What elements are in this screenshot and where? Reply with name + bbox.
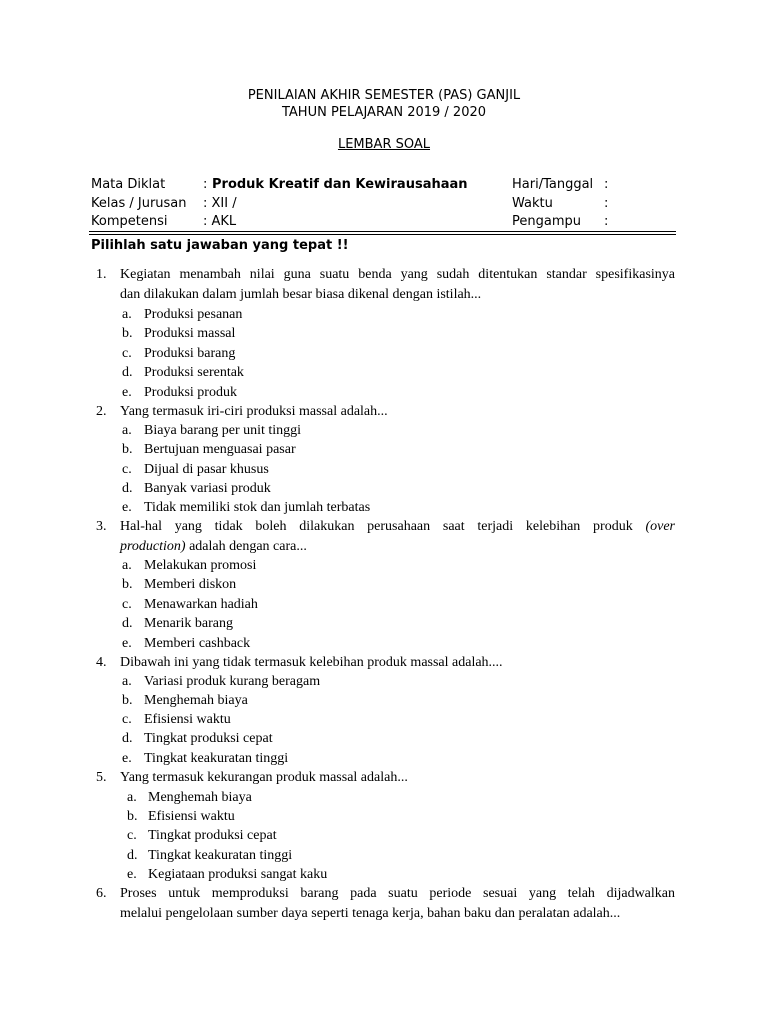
option-letter: d. — [127, 848, 138, 863]
question-text — [120, 402, 675, 422]
option-letter: e. — [122, 385, 132, 400]
option-text: Tidak memiliki stok dan jumlah terbatas — [144, 500, 371, 515]
option-text: Menghemah biaya — [148, 790, 252, 805]
question-number: 5. — [96, 770, 107, 785]
pengampu-label: Pengampu — [512, 214, 581, 229]
question-text — [120, 653, 675, 673]
option-text: Tingkat produksi cepat — [144, 731, 273, 746]
option-letter: a. — [127, 790, 137, 805]
option-text: Kegiataan produksi sangat kaku — [148, 867, 328, 882]
kelas-value: : XII / — [203, 196, 237, 211]
option-text: Tingkat keakuratan tinggi — [148, 848, 293, 863]
option-text: Melakukan promosi — [144, 558, 257, 573]
question-text-italic: production) — [120, 538, 186, 554]
option-text: Efisiensi waktu — [144, 712, 231, 727]
option-letter: c. — [122, 712, 132, 727]
question-text-italic: (over — [645, 519, 676, 534]
option-letter: b. — [127, 809, 138, 824]
option-text: Tingkat keakuratan tinggi — [144, 751, 289, 766]
option-text: Produksi serentak — [144, 365, 244, 380]
pengampu-value: : — [604, 214, 609, 229]
option-letter: b. — [122, 693, 133, 708]
question-text-line: dan dilakukan dalam jumlah besar biasa dikenal dengan istilah... — [120, 286, 482, 302]
waktu-label: Waktu — [512, 196, 553, 211]
kompetensi-label: Kompetensi — [91, 214, 168, 229]
option-letter: d. — [122, 731, 133, 746]
question-text-line: Proses untuk memproduksi barang pada suatu periode sesuai yang telah dijadwalkan — [120, 886, 675, 901]
question-number: 2. — [96, 404, 107, 419]
question-text — [120, 265, 675, 304]
option-letter: e. — [122, 636, 132, 651]
option-text: Biaya barang per unit tinggi — [144, 423, 302, 438]
option-letter: b. — [122, 577, 133, 592]
question-text-line: Kegiatan menambah nilai guna suatu benda yang sudah ditentukan standar spesifikasinya — [120, 267, 675, 282]
option-letter: b. — [122, 326, 133, 341]
option-letter: a. — [122, 674, 132, 689]
option-text: Produksi barang — [144, 346, 236, 361]
hari-tanggal-value: : — [604, 177, 609, 192]
option-text: Produksi produk — [144, 385, 237, 400]
option-letter: e. — [127, 867, 137, 882]
mata-diklat-colon: : — [203, 177, 208, 192]
question-text — [120, 768, 675, 788]
option-text: Banyak variasi produk — [144, 481, 271, 496]
question-text-line: Dibawah ini yang tidak termasuk kelebihan produk massal adalah.... — [120, 655, 503, 670]
option-letter: e. — [122, 500, 132, 515]
option-text: Memberi diskon — [144, 577, 237, 592]
mata-diklat-label: Mata Diklat — [91, 177, 166, 192]
question-number: 4. — [96, 655, 107, 670]
option-text: Dijual di pasar khusus — [144, 462, 269, 477]
option-text: Tingkat produksi cepat — [148, 828, 277, 843]
option-letter: c. — [127, 828, 137, 843]
option-letter: a. — [122, 307, 132, 322]
option-text: Memberi cashback — [144, 636, 251, 651]
option-letter: c. — [122, 462, 132, 477]
question-text-line — [120, 537, 675, 557]
academic-year: TAHUN PELAJARAN 2019 / 2020 — [281, 105, 487, 120]
question-text — [120, 517, 675, 556]
mata-diklat-text: Produk Kreatif dan Kewirausahaan — [212, 177, 468, 192]
kompetensi-value: : AKL — [203, 214, 237, 229]
exam-title: PENILAIAN AKHIR SEMESTER (PAS) GANJIL — [247, 88, 521, 103]
option-letter: a. — [122, 558, 132, 573]
question-text-line — [120, 517, 675, 537]
option-text: Menawarkan hadiah — [144, 597, 258, 612]
double-rule-divider — [89, 231, 676, 235]
question-text — [120, 884, 675, 923]
question-text-line: Yang termasuk iri-ciri produksi massal adalah... — [120, 404, 388, 419]
question-text-segment: Hal-hal yang tidak boleh dilakukan perusahaan saat terjadi kelebihan produk — [120, 519, 633, 534]
question-number: 3. — [96, 519, 107, 534]
option-letter: d. — [122, 365, 133, 380]
hari-tanggal-label: Hari/Tanggal — [512, 177, 594, 192]
option-text: Efisiensi waktu — [148, 809, 235, 824]
option-text: Produksi pesanan — [144, 307, 243, 322]
question-number: 6. — [96, 886, 107, 901]
option-text: Menarik barang — [144, 616, 234, 631]
question-number: 1. — [96, 267, 107, 282]
instruction: Pilihlah satu jawaban yang tepat !! — [91, 238, 349, 253]
option-letter: a. — [122, 423, 132, 438]
option-letter: b. — [122, 442, 133, 457]
option-text: Variasi produk kurang beragam — [144, 674, 321, 689]
mata-diklat-value — [212, 176, 468, 194]
question-text-line: melalui pengelolaan sumber daya seperti tenaga kerja, bahan baku dan peralatan adalah... — [120, 905, 621, 921]
kelas-label: Kelas / Jurusan — [91, 196, 187, 211]
waktu-value: : — [604, 196, 609, 211]
question-text-line: Yang termasuk kekurangan produk massal adalah... — [120, 770, 408, 785]
option-letter: c. — [122, 597, 132, 612]
sheet-title: LEMBAR SOAL — [337, 137, 431, 152]
option-text: Bertujuan menguasai pasar — [144, 442, 296, 457]
option-text: Menghemah biaya — [144, 693, 248, 708]
question-text-segment: adalah dengan cara... — [189, 538, 307, 554]
option-letter: e. — [122, 751, 132, 766]
option-text: Produksi massal — [144, 326, 236, 341]
option-letter: d. — [122, 481, 133, 496]
option-letter: d. — [122, 616, 133, 631]
option-letter: c. — [122, 346, 132, 361]
